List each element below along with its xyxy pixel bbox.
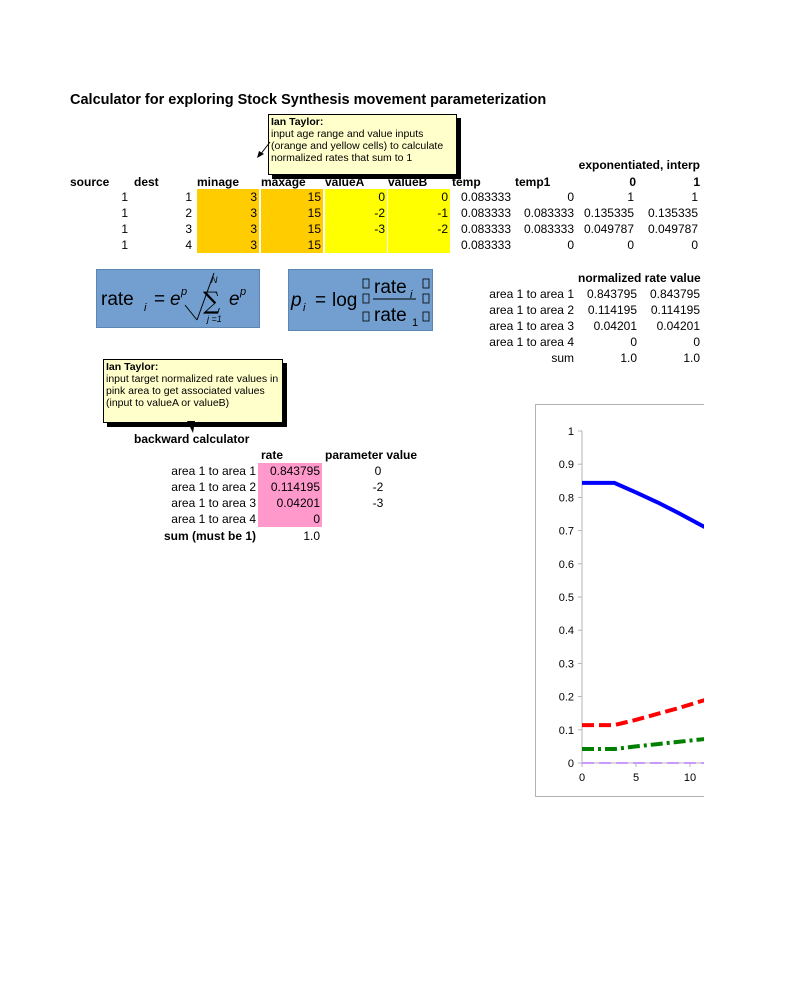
table-cell[interactable]: 15 — [261, 221, 323, 237]
table-cell: 4 — [185, 238, 192, 252]
rate-e: e — [170, 289, 181, 310]
header-source: source — [70, 175, 110, 189]
p-log: log — [332, 290, 358, 311]
backward-rate-input[interactable]: 0 — [258, 511, 322, 527]
normalized-value: 1.0 — [683, 351, 700, 365]
rate-formula — [96, 269, 260, 328]
comment-note-backward[interactable] — [103, 359, 283, 423]
normalized-value: 0.04201 — [656, 319, 700, 333]
table-cell: 0 — [691, 238, 698, 252]
normalized-row-label: area 1 to area 4 — [489, 335, 574, 349]
backward-rate-input[interactable]: 0.04201 — [258, 495, 322, 511]
table-cell[interactable]: -2 — [388, 221, 450, 237]
table-cell: 2 — [185, 206, 192, 220]
header-valueA: valueA — [325, 175, 365, 189]
table-cell[interactable]: 15 — [261, 237, 323, 253]
table-cell: 1 — [121, 190, 128, 204]
rate-e2: e — [229, 289, 240, 310]
y-tick-label: 0 — [567, 758, 574, 770]
backward-param-value: -3 — [372, 496, 384, 510]
backward-rate-input[interactable]: 0.114195 — [258, 479, 322, 495]
rate-chart-svg — [536, 405, 704, 796]
backward-col-param: parameter value — [325, 448, 418, 462]
sigma-icon: ∑ — [203, 287, 221, 315]
header-temp: temp — [452, 175, 481, 189]
rate-exp-p: p — [181, 286, 188, 298]
table-cell[interactable]: 15 — [261, 189, 323, 205]
table-cell[interactable] — [388, 237, 450, 253]
p-den-sub: 1 — [412, 317, 419, 329]
normalized-row-label: area 1 to area 2 — [489, 303, 574, 317]
normalized-value: 0.04201 — [593, 319, 637, 333]
normalized-value: 0 — [630, 335, 637, 349]
y-tick-label: 1 — [567, 426, 574, 438]
header-age-0: 0 — [629, 175, 636, 189]
table-cell[interactable]: 15 — [261, 205, 323, 221]
table-cell: 0.083333 — [460, 206, 511, 220]
note-text: input age range and value inputs (orange and yellow cells) to calculate normalized rates that sum to 1 — [271, 128, 444, 164]
backward-param-value: -2 — [372, 480, 384, 494]
series-line-0 — [582, 483, 704, 536]
normalized-header: normalized rate value — [578, 271, 701, 285]
table-cell: 0.083333 — [460, 222, 511, 236]
table-cell[interactable]: 3 — [197, 221, 259, 237]
backward-rate-input[interactable]: 0.843795 — [258, 463, 322, 479]
backward-sum-label: sum (must be 1) — [163, 529, 256, 543]
page-title: Calculator for exploring Stock Synthesis movement parameterization — [70, 92, 547, 108]
normalized-value: 0.843795 — [586, 287, 637, 301]
p-equals: = — [315, 290, 327, 311]
table-cell: 3 — [185, 222, 192, 236]
table-cell: 0.083333 — [460, 190, 511, 204]
table-cell[interactable]: 3 — [197, 237, 259, 253]
normalized-value: 0.114195 — [587, 303, 637, 317]
table-cell: 0 — [627, 238, 634, 252]
table-cell[interactable]: 0 — [325, 189, 387, 205]
table-cell[interactable]: -2 — [325, 205, 387, 221]
p-formula-graphic — [289, 270, 432, 330]
backward-row-label: area 1 to area 2 — [171, 480, 256, 494]
table-cell: 1 — [691, 190, 698, 204]
y-tick-label: 0.5 — [558, 592, 574, 604]
note-author: Ian Taylor: — [271, 116, 324, 128]
y-tick-label: 0.9 — [558, 459, 574, 472]
table-cell: 1 — [185, 190, 192, 204]
backward-row-label: area 1 to area 1 — [171, 464, 256, 478]
y-tick-label: 0.4 — [558, 625, 574, 638]
header-maxage: maxage — [261, 175, 306, 189]
comment-note-forward[interactable] — [268, 114, 457, 175]
table-cell: 0.049787 — [647, 222, 698, 236]
rate-exp-pj: p — [240, 286, 247, 298]
table-cell: 0.135335 — [583, 206, 634, 220]
x-tick-label: 5 — [632, 772, 640, 784]
table-cell: 0.083333 — [460, 238, 511, 252]
header-temp1: temp1 — [515, 175, 551, 189]
x-tick-label: 10 — [683, 772, 697, 784]
normalized-row-label: area 1 to area 3 — [489, 319, 574, 333]
table-cell[interactable]: 3 — [197, 205, 259, 221]
backward-col-rate: rate — [261, 448, 284, 462]
y-tick-label: 0.2 — [558, 691, 574, 704]
y-tick-label: 0.1 — [558, 724, 574, 737]
table-cell: 0 — [567, 190, 574, 204]
normalized-value: 0.843795 — [649, 287, 700, 301]
p-formula — [288, 269, 433, 331]
table-cell[interactable]: -1 — [388, 205, 450, 221]
y-tick-label: 0.7 — [558, 525, 574, 538]
y-tick-label: 0.6 — [558, 558, 574, 571]
header-dest: dest — [134, 175, 159, 189]
table-cell: 1 — [121, 206, 128, 220]
table-cell: 0.083333 — [523, 222, 574, 236]
section-label: exponentiated, interp — [578, 158, 700, 172]
header-minage: minage — [197, 175, 240, 189]
rate-subscript: i — [144, 302, 147, 314]
x-tick-label: 0 — [578, 772, 586, 784]
backward-param-value — [325, 511, 431, 527]
table-cell[interactable] — [325, 237, 387, 253]
normalized-row-label: sum — [551, 351, 574, 365]
backward-row-label: area 1 to area 4 — [171, 512, 256, 526]
rate-equals: = — [154, 289, 166, 310]
header-age-1: 1 — [693, 175, 700, 189]
table-cell[interactable]: 0 — [388, 189, 450, 205]
normalized-value: 0 — [693, 335, 700, 349]
p-numerator: rate — [374, 277, 407, 298]
rate-lhs: rate — [101, 289, 134, 310]
table-cell: 1 — [627, 190, 634, 204]
backward-title: backward calculator — [134, 432, 250, 446]
table-cell[interactable]: 3 — [197, 189, 259, 205]
table-cell[interactable]: -3 — [325, 221, 387, 237]
rate-N: N — [211, 275, 218, 285]
p-denominator: rate — [374, 305, 407, 326]
table-cell: 0.083333 — [523, 206, 574, 220]
rate-j1: j =1 — [207, 314, 222, 324]
table-cell: 1 — [121, 222, 128, 236]
y-tick-label: 0.3 — [558, 658, 574, 671]
table-cell: 0.135335 — [647, 206, 698, 220]
normalized-value: 0.114195 — [650, 303, 700, 317]
backward-param-value: 0 — [374, 464, 382, 478]
note-pointer-icon — [255, 140, 271, 160]
table-cell: 1 — [121, 238, 128, 252]
rate-formula-graphic — [97, 270, 259, 327]
series-line-1 — [582, 695, 704, 725]
normalized-row-label: area 1 to area 1 — [489, 287, 574, 301]
note-text: input target normalized rate values in pink area to get associated values (input to valueA or valueB) — [106, 373, 279, 409]
header-valueB: valueB — [388, 175, 428, 189]
backward-sum-value: 1.0 — [303, 529, 320, 543]
note-author: Ian Taylor: — [106, 361, 159, 373]
y-tick-label: 0.8 — [558, 492, 574, 505]
series-line-2 — [582, 737, 704, 749]
table-cell: 0 — [567, 238, 574, 252]
backward-row-label: area 1 to area 3 — [171, 496, 256, 510]
table-cell: 0.049787 — [583, 222, 634, 236]
p-num-sub: i — [410, 289, 413, 301]
p-lhs: p — [291, 290, 302, 311]
normalized-value: 1.0 — [620, 351, 637, 365]
p-subscript: i — [303, 302, 306, 314]
rate-chart[interactable] — [535, 404, 704, 797]
